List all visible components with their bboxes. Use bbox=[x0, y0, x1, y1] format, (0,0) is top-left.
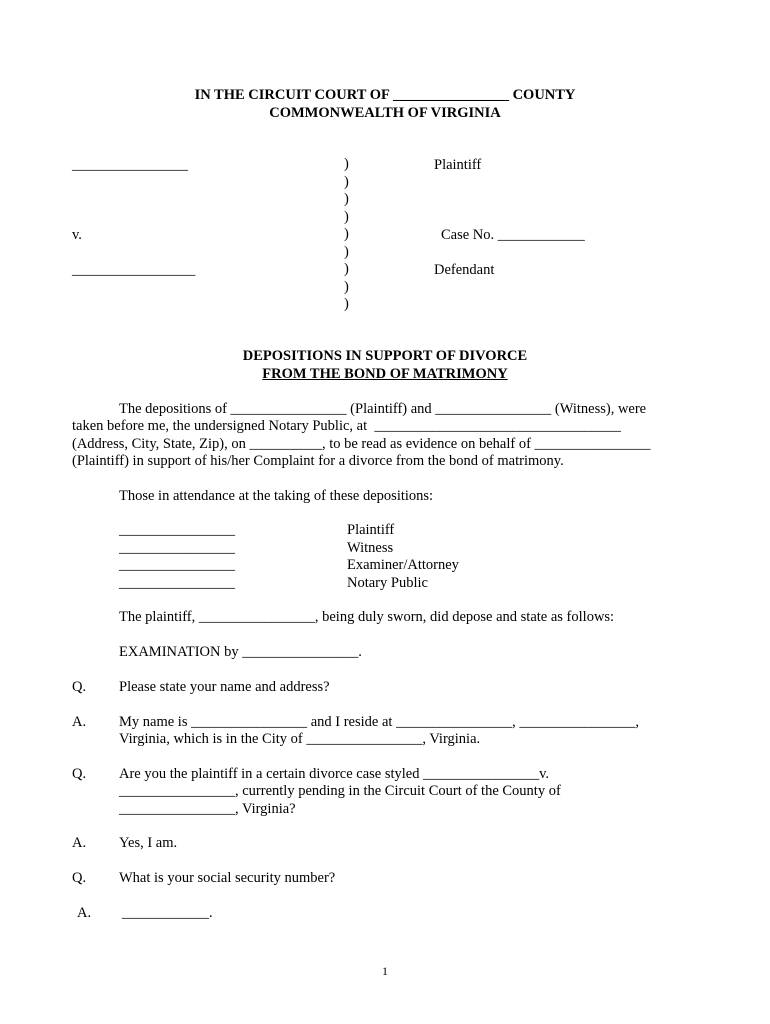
qa-label: A. bbox=[77, 905, 92, 921]
intro-line: taken before me, the undersigned Notary Public, at __________________________________ bbox=[72, 418, 621, 434]
qa-label: A. bbox=[72, 835, 87, 851]
paren: ) bbox=[344, 226, 349, 242]
qa-text: Yes, I am. bbox=[119, 835, 178, 851]
caption-parentheses bbox=[344, 156, 356, 314]
attendee-blank: ________________ bbox=[119, 540, 235, 556]
versus-text: v. bbox=[72, 227, 82, 243]
commonwealth-heading: COMMONWEALTH OF VIRGINIA bbox=[269, 105, 501, 121]
paren: ) bbox=[344, 191, 349, 207]
qa-text: ________________, currently pending in the Circuit Court of the County of bbox=[119, 783, 561, 799]
paren: ) bbox=[344, 261, 349, 277]
attendee-blank: ________________ bbox=[119, 522, 235, 538]
intro-line: The depositions of ________________ (Plaintiff) and ________________ (Witness), were bbox=[119, 401, 647, 417]
case-number: Case No. ____________ bbox=[441, 227, 585, 243]
qa-text: Virginia, which is in the City of ________________, Virginia. bbox=[119, 731, 481, 747]
document-title-line-2: FROM THE BOND OF MATRIMONY bbox=[262, 366, 508, 382]
qa-text: ____________. bbox=[122, 905, 213, 921]
defendant-label: Defendant bbox=[434, 262, 495, 278]
plaintiff-name-blank: ________________ bbox=[72, 157, 188, 173]
paren: ) bbox=[344, 278, 349, 295]
attendee-role: Examiner/Attorney bbox=[347, 557, 459, 573]
page-number: 1 bbox=[382, 964, 388, 978]
intro-line: (Plaintiff) in support of his/her Complaint for a divorce from the bond of matrimony. bbox=[72, 453, 564, 469]
qa-text: What is your social security number? bbox=[119, 870, 336, 886]
attendee-blank: ________________ bbox=[119, 575, 235, 591]
sworn-statement: The plaintiff, ________________, being duly sworn, did depose and state as follows: bbox=[119, 609, 615, 625]
attendance-heading: Those in attendance at the taking of these depositions: bbox=[119, 488, 434, 504]
defendant-name-blank: _________________ bbox=[72, 262, 196, 278]
attendee-blank: ________________ bbox=[119, 557, 235, 573]
intro-line: (Address, City, State, Zip), on __________, to be read as evidence on behalf of ________________ bbox=[72, 436, 651, 452]
qa-text: My name is ________________ and I reside at ________________, ________________, bbox=[119, 714, 639, 730]
examination-line: EXAMINATION by ________________. bbox=[119, 644, 362, 660]
qa-text: Please state your name and address? bbox=[119, 679, 330, 695]
paren: ) bbox=[344, 243, 349, 260]
paren: ) bbox=[344, 208, 349, 225]
attendee-role: Notary Public bbox=[347, 575, 428, 591]
qa-text: Are you the plaintiff in a certain divorce case styled ________________v. bbox=[119, 766, 550, 782]
plaintiff-label: Plaintiff bbox=[434, 157, 482, 173]
document-title-line-1: DEPOSITIONS IN SUPPORT OF DIVORCE bbox=[242, 348, 528, 364]
paren: ) bbox=[344, 296, 349, 312]
qa-label: Q. bbox=[72, 679, 87, 695]
qa-label: Q. bbox=[72, 766, 87, 782]
qa-label: A. bbox=[72, 714, 87, 730]
qa-label: Q. bbox=[72, 870, 87, 886]
paren: ) bbox=[344, 156, 349, 172]
attendee-role: Plaintiff bbox=[347, 522, 395, 538]
paren: ) bbox=[344, 173, 349, 190]
court-heading: IN THE CIRCUIT COURT OF ________________ COUNTY bbox=[194, 87, 576, 103]
qa-text: ________________, Virginia? bbox=[119, 801, 296, 817]
attendee-role: Witness bbox=[347, 540, 394, 556]
